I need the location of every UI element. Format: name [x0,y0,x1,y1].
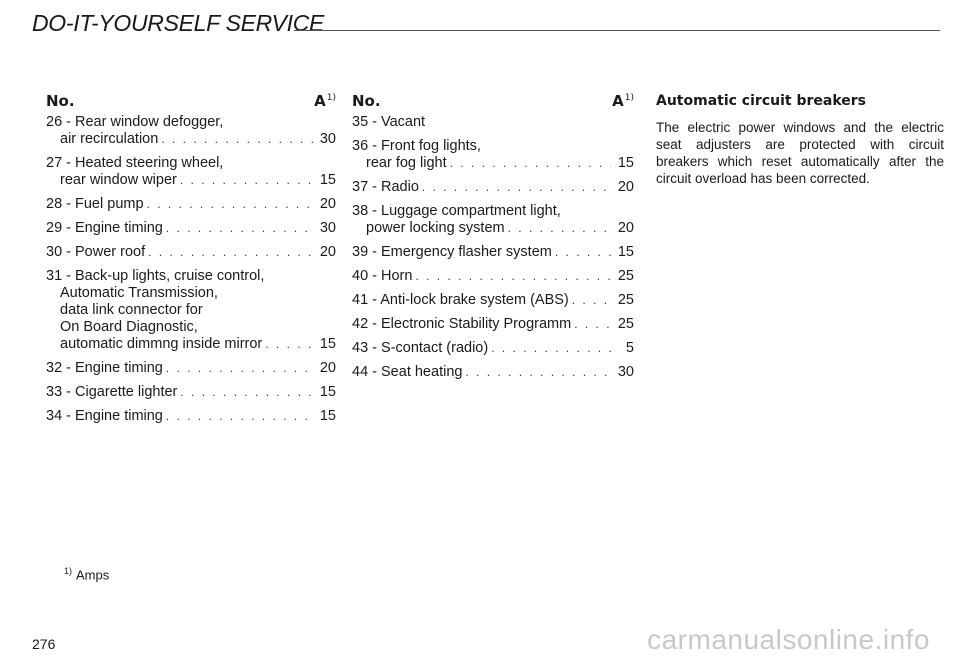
fuse-entry [46,408,336,425]
fuse-entry [352,244,634,261]
fuse-amperage: 15 [319,336,336,352]
fuse-amperage: 15 [617,244,634,260]
fuse-description: rear window wiper [60,172,177,188]
fuse-amperage: 20 [319,360,336,376]
page-header [32,10,940,40]
fuse-description: rear fog light [366,155,447,171]
fuse-description: 26 - Rear window defogger, [46,114,224,130]
dot-leader [508,220,611,237]
fuse-description: 38 - Luggage compartment light, [352,203,561,219]
column-header-amps: $A^{1)}$ [314,92,336,110]
fuse-description: 33 - Cigarette lighter [46,384,178,400]
fuse-description: 39 - Emergency flasher system [352,244,552,260]
dot-leader [465,364,611,381]
dot-leader [491,340,611,357]
fuse-entry [352,203,634,237]
fuse-amperage: 30 [319,131,336,147]
dot-leader [265,336,313,353]
fuse-amperage: 30 [617,364,634,380]
section-paragraph: The electric power windows and the electric seat adjusters are protected with circuit breakers which reset automatically after the circuit overload has been corrected. [656,120,944,186]
dot-leader [450,155,611,172]
fuse-description: 41 - Anti-lock brake system (ABS) [352,292,569,308]
fuse-entry [46,114,336,148]
fuse-entry [352,364,634,381]
fuse-description: 31 - Back-up lights, cruise control, [46,268,265,284]
fuse-amperage: 30 [319,220,336,236]
fuse-entry [46,196,336,213]
fuse-amperage: 25 [617,316,634,332]
fuse-amperage: 15 [617,155,634,171]
fuse-amperage: 5 [625,340,634,356]
fuse-description: 32 - Engine timing [46,360,163,376]
fuse-amperage: 20 [319,196,336,212]
dot-leader [180,384,313,401]
dot-leader [180,172,313,189]
page-title: DO-IT-YOURSELF SERVICE [32,10,325,36]
fuse-entry [46,244,336,261]
dot-leader [166,360,313,377]
fuse-entry [352,138,634,172]
dot-leader [422,179,611,196]
fuse-description: 35 - Vacant [352,114,426,130]
fuse-description: 40 - Horn [352,268,413,284]
fuse-description: 34 - Engine timing [46,408,163,424]
section-title: Automatic circuit breakers [656,93,866,109]
dot-leader [147,196,313,213]
fuse-entry [352,292,634,309]
fuse-amperage: 20 [617,220,634,236]
dot-leader [166,220,313,237]
footnote-marker: 1) [64,566,73,576]
dot-leader [572,292,611,309]
page-number: 276 [32,636,56,652]
header-rule [294,30,940,31]
fuse-amperage: 20 [319,244,336,260]
fuse-description: 44 - Seat heating [352,364,463,380]
fuse-description: 42 - Electronic Stability Programm [352,316,572,332]
fuse-amperage: 15 [319,172,336,188]
fuse-entry [352,268,634,285]
fuse-amperage: 15 [319,408,336,424]
dot-leader [574,316,611,333]
fuse-amperage: 15 [319,384,336,400]
fuse-entry [352,316,634,333]
fuse-description: automatic dimmng inside mirror [60,336,263,352]
footnote [64,566,109,582]
fuse-description: Automatic Transmission, [60,285,218,301]
column-header [352,90,634,110]
dot-leader [148,244,313,261]
fuse-column-left [46,90,336,432]
fuse-description: power locking system [366,220,505,236]
fuse-entry [46,268,336,353]
column-header [46,90,336,110]
fuse-amperage: 20 [617,179,634,195]
dot-leader [555,244,611,261]
fuse-entry [352,340,634,357]
fuse-entry [46,360,336,377]
fuse-description: data link connector for [60,302,203,318]
dot-leader [161,131,313,148]
dot-leader [415,268,611,285]
fuse-description: 29 - Engine timing [46,220,163,236]
fuse-amperage: 25 [617,292,634,308]
circuit-breaker-section [656,90,944,187]
fuse-description: 36 - Front fog lights, [352,138,481,154]
watermark: carmanualsonline.info [647,624,930,655]
fuse-entry [46,220,336,237]
fuse-entry [46,155,336,189]
fuse-entry [46,384,336,401]
dot-leader [166,408,313,425]
column-header-amps: $A^{1)}$ [612,92,634,110]
fuse-description: 30 - Power roof [46,244,146,260]
footnote-text: Amps [76,567,110,583]
fuse-entry [352,114,634,131]
fuse-column-middle [352,90,634,388]
fuse-description: 28 - Fuel pump [46,196,144,212]
fuse-description: 37 - Radio [352,179,419,195]
fuse-description: air recirculation [60,131,159,147]
fuse-description: On Board Diagnostic, [60,319,198,335]
fuse-amperage: 25 [617,268,634,284]
column-header-no: No. [352,92,381,110]
fuse-description: 27 - Heated steering wheel, [46,155,224,171]
column-header-no: No. [46,92,75,110]
fuse-description: 43 - S-contact (radio) [352,340,489,356]
fuse-entry [352,179,634,196]
